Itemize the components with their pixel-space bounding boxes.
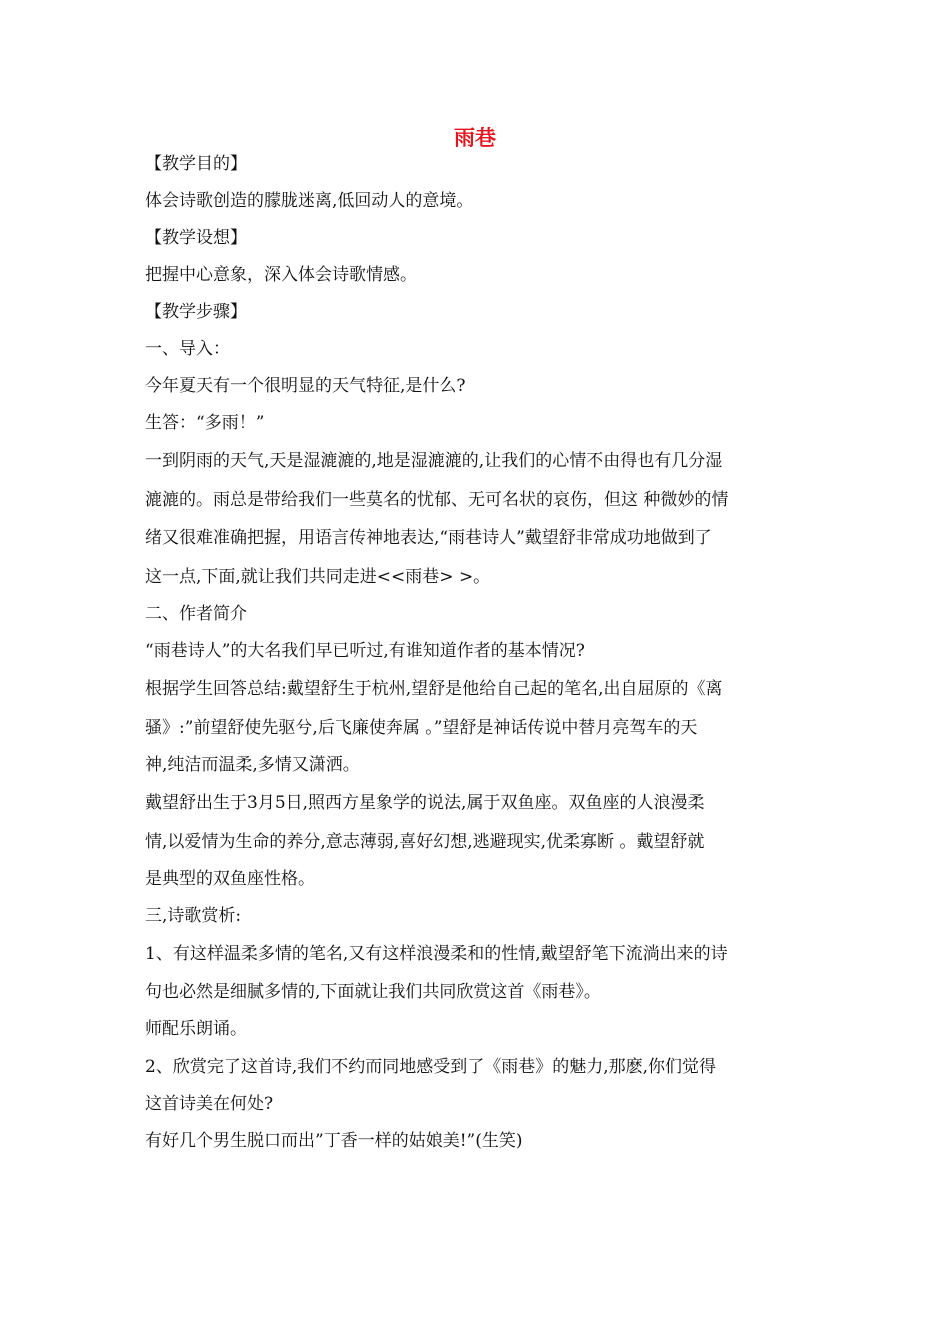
document-body: [145, 146, 805, 1160]
paragraph-line: 漉漉的。雨总是带给我们一些莫名的忧郁、无可名状的哀伤，但这 种微妙的情: [145, 489, 729, 510]
paragraph-line: 根据学生回答总结:戴望舒生于杭州,望舒是他给自己起的笔名,出自屈原的《离: [145, 679, 723, 699]
section-heading-analysis: 三,诗歌赏析:: [145, 906, 242, 926]
heading-steps: 【教学步骤】: [145, 302, 247, 322]
paragraph-line: 师配乐朗诵。: [145, 1018, 247, 1039]
paragraph-line: 戴望舒出生于3月5日,照西方星象学的说法,属于双鱼座。双鱼座的人浪漫柔: [145, 793, 705, 813]
paragraph-line: 一到阴雨的天气,天是湿漉漉的,地是湿漉漉的,让我们的心情不由得也有几分湿: [145, 451, 723, 471]
paragraph-line: 神,纯洁而温柔,多情又潇洒。: [145, 755, 360, 775]
paragraph-line: 绪又很难准确把握，用语言传神地表达,“雨巷诗人”戴望舒非常成功地做到了: [145, 528, 712, 548]
paragraph-line: 这一点,下面,就让我们共同走进<<雨巷> >。: [145, 566, 491, 587]
paragraph-line: 生答：“多雨！”: [145, 413, 265, 433]
paragraph-line: 把握中心意象，深入体会诗歌情感。: [145, 265, 417, 285]
paragraph-line: 情,以爱情为生命的养分,意志薄弱,喜好幻想,逃避现实,优柔寡断 。戴望舒就: [145, 831, 705, 852]
paragraph-line: 今年夏天有一个很明显的天气特征,是什么?: [145, 376, 466, 396]
page-title: 雨巷: [454, 126, 496, 150]
section-heading-author: 二、作者简介: [145, 604, 247, 624]
paragraph-line: 1、有这样温柔多情的笔名,又有这样浪漫柔和的性情,戴望舒笔下流淌出来的诗: [145, 944, 728, 964]
paragraph-line: “雨巷诗人”的大名我们早已听过,有谁知道作者的基本情况?: [145, 641, 585, 661]
paragraph-line: 骚》:”前望舒使先驱兮,后飞廉使奔属 。”望舒是神话传说中替月亮驾车的天: [145, 717, 698, 738]
paragraph-line: 有好几个男生脱口而出”丁香一样的姑娘美!”(生笑): [145, 1131, 523, 1151]
paragraph-line: 句也必然是细腻多情的,下面就让我们共同欣赏这首《雨巷》。: [145, 981, 601, 1002]
heading-design: 【教学设想】: [145, 228, 247, 248]
paragraph-line: 是典型的双鱼座性格。: [145, 869, 315, 889]
paragraph-line: 2、欣赏完了这首诗,我们不约而同地感受到了《雨巷》的魅力,那麽,你们觉得: [145, 1056, 717, 1077]
paragraph-line: 这首诗美在何处?: [145, 1094, 274, 1114]
heading-objectives: 【教学目的】: [145, 154, 247, 174]
section-heading-intro: 一、导入：: [145, 339, 230, 359]
paragraph-line: 体会诗歌创造的朦胧迷离,低回动人的意境。: [145, 191, 474, 211]
